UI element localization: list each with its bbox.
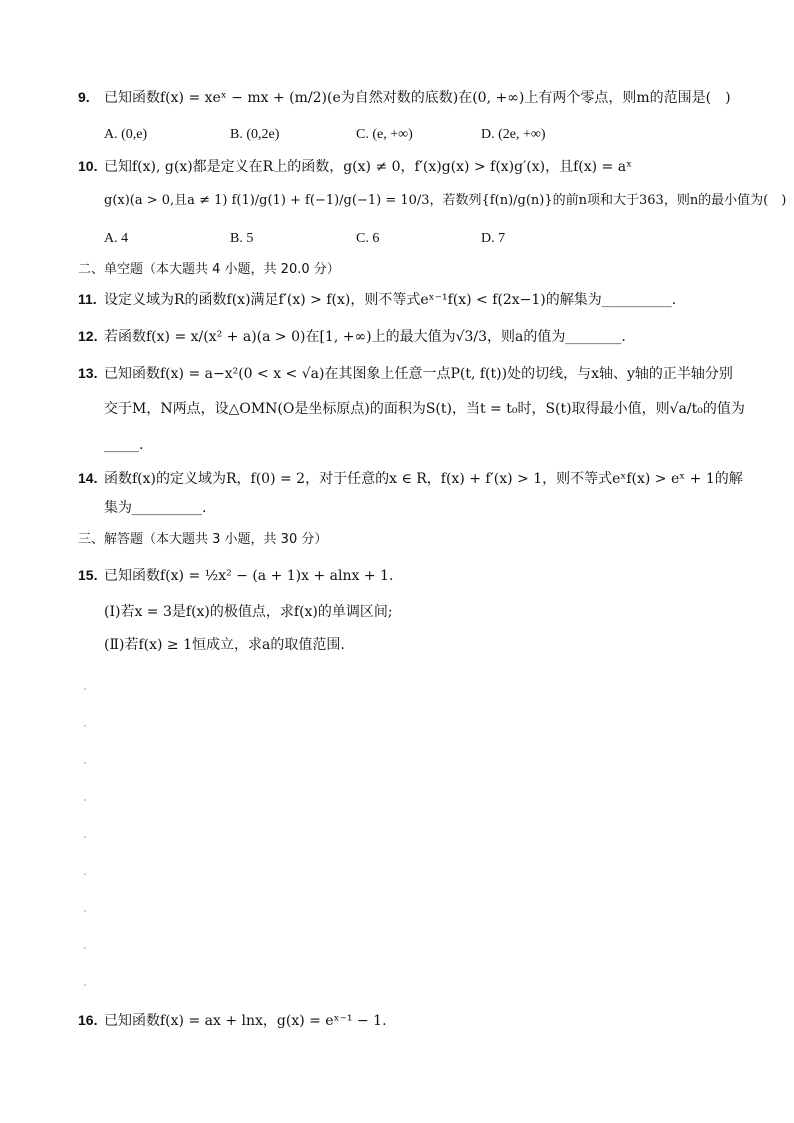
question-number: 14.: [78, 470, 98, 486]
question-10-line-2: g(x)(a > 0,且a ≠ 1) f(1)/g(1) + f(−1)/g(−1) = 10/3，若数列{f(n)/g(n)}的前n项和大于363，则n的最小值为( ): [104, 193, 787, 208]
question-15: [78, 566, 393, 585]
blank-mark: [84, 947, 86, 949]
question-text: 已知f(x), g(x)都是定义在R上的函数，g(x) ≠ 0，f′(x)g(x) > f(x)g′(x)，且f(x) = aˣ: [104, 159, 633, 175]
question-13-line-2: 交于M，N两点，设△OMN(O是坐标原点)的面积为S(t)，当t = t₀时，S(t)取得最小值，则√a/t₀的值为: [104, 401, 745, 417]
question-number: 11.: [78, 291, 97, 307]
question-number: 10.: [78, 158, 98, 174]
question-text: 已知函数f(x) = a−x²(0 < x < √a)在其图象上任意一点P(t, f(t))处的切线，与x轴、y轴的正半轴分别: [104, 366, 733, 382]
blank-mark: [84, 799, 86, 801]
question-10: [78, 157, 632, 176]
question-number: 15.: [78, 567, 98, 583]
option-d: D. 7: [481, 231, 506, 246]
question-text: 设定义域为R的函数f(x)满足f′(x) > f(x)，则不等式eˣ⁻¹f(x) < f(2x−1)的解集为__________.: [104, 292, 677, 308]
option-c: C. (e, +∞): [356, 127, 413, 142]
question-text: 若函数f(x) = x/(x² + a)(a > 0)在[1, +∞)上的最大值为√3/3，则a的值为________.: [104, 329, 626, 345]
question-9: [78, 88, 731, 107]
question-15-part-2: (Ⅱ)若f(x) ≥ 1恒成立，求a的取值范围.: [104, 637, 345, 653]
blank-mark: [84, 725, 86, 727]
blank-mark: [84, 910, 86, 912]
question-text: 已知函数f(x) = ½x² − (a + 1)x + alnx + 1.: [104, 568, 394, 584]
question-number: 9.: [78, 89, 90, 105]
option-b: B. (0,2e): [230, 127, 280, 142]
blank-mark: [84, 984, 86, 986]
question-12: [78, 327, 626, 346]
option-c: C. 6: [356, 231, 380, 246]
question-number: 13.: [78, 365, 98, 381]
question-text: 已知函数f(x) = xeˣ − mx + (m/2)(e为自然对数的底数)在(0, +∞)上有两个零点，则m的范围是( ): [104, 90, 731, 106]
blank-mark: [84, 836, 86, 838]
question-text: 函数f(x)的定义域为R，f(0) = 2，对于任意的x ∈ R，f(x) + f′(x) > 1，则不等式eˣf(x) > eˣ + 1的解: [104, 471, 743, 487]
question-15-part-1: (Ⅰ)若x = 3是f(x)的极值点，求f(x)的单调区间;: [104, 604, 393, 620]
option-d: D. (2e, +∞): [481, 127, 546, 142]
question-11: [78, 290, 676, 309]
question-number: 16.: [78, 1012, 98, 1028]
blank-mark: [84, 688, 86, 690]
question-13-line-3: _____.: [104, 437, 144, 453]
blank-mark: [84, 762, 86, 764]
question-16: [78, 1011, 387, 1030]
question-text: 已知函数f(x) = ax + lnx，g(x) = eˣ⁻¹ − 1.: [104, 1013, 387, 1029]
option-a: A. 4: [104, 231, 129, 246]
question-13: [78, 364, 733, 383]
question-number: 12.: [78, 328, 98, 344]
question-14-line-2: 集为__________.: [104, 500, 207, 516]
question-14: [78, 469, 743, 488]
blank-mark: [84, 873, 86, 875]
option-b: B. 5: [230, 231, 254, 246]
section-heading-answer: 三、解答题（本大题共 3 小题，共 30 分）: [78, 532, 328, 547]
section-heading-single-blank: 二、单空题（本大题共 4 小题，共 20.0 分）: [78, 262, 340, 277]
option-a: A. (0,e): [104, 127, 148, 142]
